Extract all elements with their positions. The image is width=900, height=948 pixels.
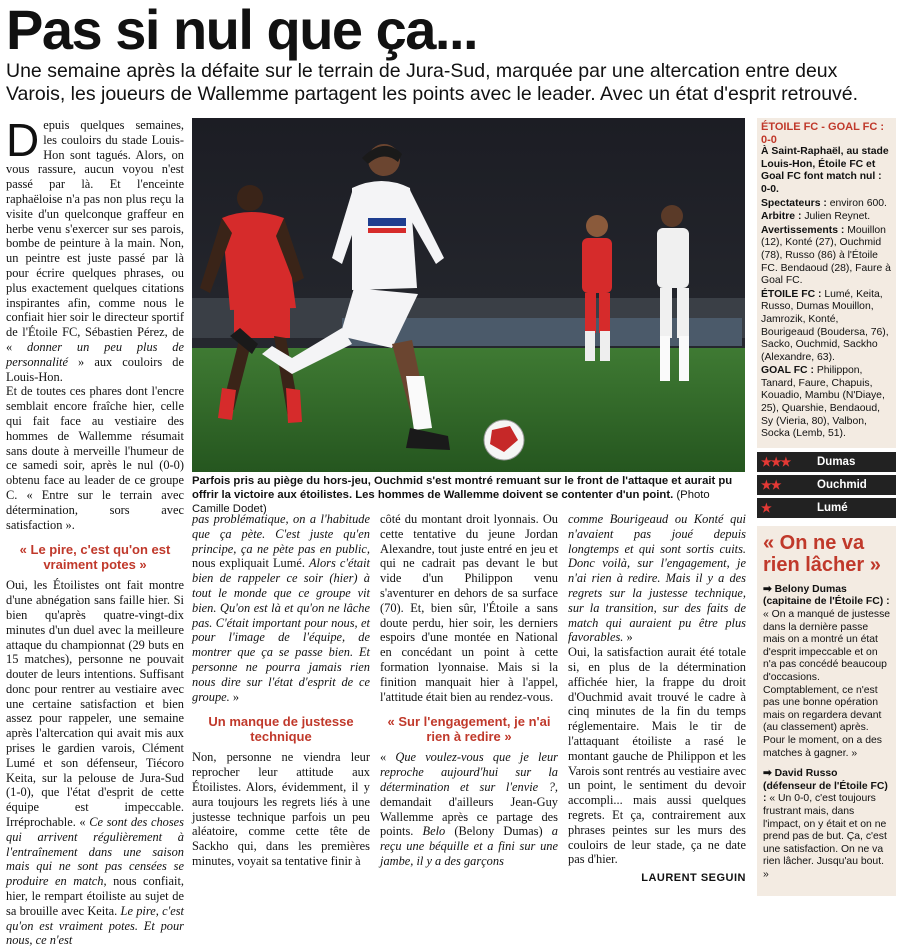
text: » aux couloirs de Louis-Hon.	[6, 354, 184, 384]
value: Lumé, Keita, Russo, Dumas Mouillon, Jamrozik, Konté, Bourigeaud (Boudersa, 76), Sacko, Ouchmid, Sackho (Alexandre, 63).	[761, 288, 889, 363]
match-photo	[192, 118, 745, 472]
text: donner un peu plus de personnalité	[6, 339, 184, 369]
text: a reçu une béquille et a fini sur une jambe, il y a des garçons	[380, 824, 558, 868]
subheading: « Le pire, c'est qu'on est vraiment potes »	[19, 542, 171, 573]
paragraph: côté du montant droit lyonnais. Ou cette tentative du jeune Jordan Alexandre, tout juste entré en jeu et qui ne cadrait pas devant le but vide d'un Philippon venu s'aventurer en dehors de sa surface (70). Et, bien sûr, l'Étoile a sans doute perdu, hier soir, les derniers espoirs d'une montée en National en concédant un point à cette formation lyonnaise. Mais si la finition manquait hier à l'appel, l'attitude était bien au rendez-vous.	[380, 512, 558, 704]
text: pas problématique, on a l'habitude que ça pète. C'est juste qu'en principe, ça ne pète pas en public,	[192, 512, 370, 556]
player-name: Lumé	[817, 501, 848, 514]
label: Arbitre :	[761, 211, 802, 223]
text: »	[232, 689, 240, 704]
author-signature: LAURENT SEGUIN	[641, 872, 746, 885]
spectators	[761, 198, 892, 211]
text: nous confiait, hier, le rempart étoiliste au sujet de sa brouille avec Keita.	[6, 874, 184, 918]
rating-row	[757, 452, 896, 472]
lineup-etoile	[761, 289, 892, 365]
deck: Une semaine après la défaite sur le terrain de Jura-Sud, marquée par une altercation entre deux Varois, les joueurs de Wallemme partagent les points avec le leader. Avec un état d'esprit retrouvé.	[6, 60, 859, 105]
text: À Saint-Raphaël, au stade Louis-Hon, Étoile FC et Goal FC font match nul : 0-0.	[761, 146, 889, 195]
quote	[763, 768, 891, 881]
text: Belo	[422, 824, 446, 839]
article-column-4	[568, 512, 746, 886]
value: Mouillon (12), Konté (27), Ouchmid (78), Russo (86) à l'Étoile FC. Bendaoud (28), Faure à Goal FC.	[761, 224, 891, 287]
paragraph: Oui, la satisfaction aurait été totale si, en plus de la détermination affichée hier, la frappe du droit d'Ouchmid avait trouvé le cadre à cinq minutes de la fin du temps réglementaire. Mais le tir de l'attaquant étoiliste a rasé le montant gauche de Philippon et les Varois sont rentrés au vestiaire avec un point, le sentiment du devoir accompli... mais aussi quelques regrets. Et ça, contrairement aux phrases peintes sur les murs des couloirs de leur stade, ça ne date pas d'hier.	[568, 645, 746, 867]
quotes-box	[757, 526, 896, 896]
caption-text: Parfois pris au piège du hors-jeu, Ouchmid s'est montré remuant sur le front de l'attaque et aurait pu offrir la victoire aux étoilistes. Les hommes de Wallemme doivent se contenter d'un point.	[192, 475, 733, 501]
photo-caption	[192, 474, 745, 516]
intro-paragraph	[6, 114, 184, 384]
player-ratings	[757, 452, 896, 518]
football	[484, 420, 524, 460]
text: comme Bourigeaud ou Konté qui n'avaient pas joué depuis longtemps et qui sont sortis cuits. Donc voilà, sur l'engagement, je n'ai rien à redire. Mais il y a des regrets sur la justesse technique, sur la transition, sur des faits de match qui auraient pu être plus favorables.	[568, 512, 746, 645]
paragraph	[568, 512, 746, 645]
sidebar	[757, 118, 896, 896]
player-name: Dumas	[817, 455, 856, 468]
speaker: ➡ Belony Dumas (capitaine de l'Étoile FC) :	[763, 583, 890, 608]
match-facts-box	[757, 118, 896, 448]
rating-row	[757, 498, 896, 518]
match-facts-intro	[761, 146, 892, 196]
star-icon: ★★★	[761, 454, 791, 469]
label: GOAL FC :	[761, 365, 814, 377]
text: nous expliquait Lumé.	[192, 556, 305, 571]
star-icon: ★★	[761, 477, 781, 492]
quote-text: « On a manqué de justesse dans la dernière passe mais on a montré un état d'esprit impeccable et on n'a pas concédé beaucoup d'occasions. Comptablement, ce n'est pas une bonne opération mais on regardera devant (au classement) après. Pour le moment, on a des matches à gagner. »	[763, 609, 891, 759]
text: demandait d'ailleurs Jean-Guy Wallemme après ce partage des points.	[380, 794, 558, 839]
text: (Belony Dumas)	[454, 824, 543, 839]
photo-credit: (Photo Camille Dodet)	[192, 489, 710, 515]
subheading: « Sur l'engagement, je n'ai rien à redire »	[387, 714, 551, 745]
text: epuis quelques semaines, les couloirs du stade Louis-Hon sont tagués. Alors, on vous rassure, aucun voyou n'est passé par là. Et l'enceinte raphaëloise n'a pas non plus reçu la visite d'un quelconque graffeur en herbe venu s'exercer sur ses parois, bombe de peinture à la main. Non, un peintre est juste passé par là pour écrire quelques phrases, ou plus exactement quelques citations inspirantes afin, comme nous le confiait hier soir le directeur sportif de l'Étoile FC, Sébastien Pérez, de «	[6, 118, 184, 354]
paragraph	[380, 750, 558, 868]
value: environ 600.	[829, 197, 887, 209]
headline: Pas si nul que ça...	[6, 0, 478, 61]
text: «	[380, 750, 387, 765]
quote	[763, 584, 891, 760]
star-icon: ★	[761, 500, 771, 515]
paragraph	[6, 578, 184, 948]
value: Philippon, Tanard, Faure, Chapuis, Kouadio, Mambu (N'Diaye, 25), Quarshie, Bendaoud, Sy (Vieria, 80), Valbon, Socka (Lemb, 51).	[761, 365, 885, 440]
quotes-title: « On ne va rien lâcher »	[763, 531, 881, 576]
speaker: ➡ David Russo (défenseur de l'Étoile FC) :	[763, 768, 888, 805]
rating-row	[757, 475, 896, 495]
article-column-2	[192, 512, 370, 869]
label: ÉTOILE FC :	[761, 288, 822, 300]
match-facts-title: ÉTOILE FC - GOAL FC : 0-0	[761, 121, 885, 146]
text: »	[626, 630, 633, 645]
warnings	[761, 225, 892, 288]
paragraph: Et de toutes ces phares dont l'encre semblait encore fraîche hier, celle qui fait face au vestiaire des hommes de Wallemme résumait sans doute à merveille l'humeur de ce samedi soir, après le nul (0-0) obtenu face au leader de ce groupe C. « Entre sur le terrain avec détermination, sors avec satisfaction ».	[6, 384, 184, 532]
label: Spectateurs :	[761, 197, 827, 209]
value: Julien Reynet.	[804, 211, 871, 223]
subheading: Un manque de justesse technique	[208, 714, 354, 745]
paragraph: Non, personne ne viendra leur reprocher leur attitude aux Étoilistes. Alors, évidemment, il y aura toujours les regrets liés à une justesse technique parfois un peu aléatoire, comme cette tête de Sackho qui, dans les premières minutes, voyait sa tentative finir à	[192, 750, 370, 868]
text: Oui, les Étoilistes ont fait montre d'une abnégation sans faille hier. Si bien qu'après quatre-vingt-dix minutes d'un duel avec la meilleure attaque du championnat (29 buts en 15 matches), personne ne pouvait douter de leurs intentions. Suffisant donc pour rentrer au vestiaire avec une certaine satisfaction et bien assez pour rappeler, une semaine après l'altercation qui avait mis aux prises le gardien varois, Clément Lumé et son défenseur, Tiécoro Keita, sur la pelouse de Jura-Sud (1-0), que l'état d'esprit de cette équipe est impeccable. Irréprochable. «	[6, 578, 184, 830]
quote-text: « Un 0-0, c'est toujours frustrant mais, dans l'impact, on y était et on ne prend pas de but. Ça, c'est une satisfaction. On ne va rien lâcher. Jusqu'au bout. »	[763, 793, 887, 880]
article-column-1	[6, 114, 184, 948]
text: Le pire, c'est qu'on est vraiment potes. Et pour nous, ce n'est	[6, 903, 184, 948]
player-name: Ouchmid	[817, 478, 867, 491]
lineup-goal	[761, 365, 892, 441]
text: Ce sont des choses qui arrivent régulièrement à l'entraînement dans une saison mais qui ne sont pas censées se produire en match,	[6, 815, 184, 889]
dropcap: D	[6, 114, 40, 166]
paragraph	[192, 512, 370, 704]
text: Que voulez-vous que je leur reproche aujourd'hui sur la détermination et sur l'envie ?,	[380, 750, 558, 794]
text: Alors c'était bien de rappeler ce soir (hier) à tout le monde que ce groupe vit bien. Qu'on est là et qu'on ne lâche pas. C'était important pour nous, et pour l'image de l'équipe, de montrer que ça se passe bien. Et personne ne pourra jamais rien nous dire sur l'état d'esprit de ce groupe.	[192, 556, 370, 704]
label: Avertissements :	[761, 224, 845, 236]
referee	[761, 211, 892, 224]
article-column-3	[380, 512, 558, 869]
